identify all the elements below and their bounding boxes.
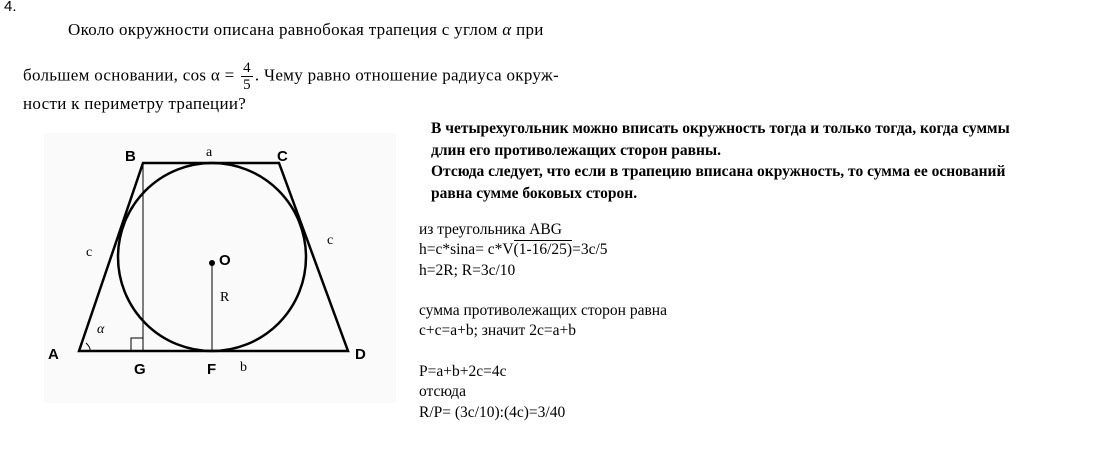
explanation-block	[431, 118, 1091, 204]
problem-line-3: ности к периметру трапеции?	[23, 94, 247, 113]
label-o-center: O	[219, 252, 231, 269]
problem-number: 4.	[4, 0, 17, 15]
problem-text-2-start: большем основании,	[23, 65, 179, 85]
label-r-radius: R	[220, 290, 230, 305]
solution-line-6: P=a+b+2c=4c	[419, 363, 507, 381]
label-f-point: F	[207, 361, 217, 378]
solution-block	[419, 220, 667, 423]
label-c-vertex: C	[277, 148, 288, 165]
label-g-point: G	[134, 361, 146, 378]
problem-text-1: Около окружности описана равнобокая трапеция с углом	[68, 20, 498, 39]
center-point	[209, 260, 215, 266]
alpha-symbol: α	[502, 20, 512, 39]
fraction-numerator: 4	[243, 60, 251, 76]
solution-line-5: c+c=a+b; значит 2c=a+b	[419, 322, 576, 340]
solution-line-1: из треугольника ABG	[419, 221, 562, 238]
label-c-left-side: c	[86, 245, 93, 260]
solution-line-3: h=2R; R=3c/10	[419, 261, 516, 279]
label-b-vertex: B	[125, 148, 136, 165]
label-a-base: a	[206, 145, 213, 160]
spacer	[419, 342, 667, 362]
problem-text-2-end: . Чему равно отношение радиуса окруж-	[254, 65, 559, 85]
trapezoid-shape	[79, 163, 348, 351]
spacer	[419, 281, 667, 301]
solution-line-8: R/P= (3c/10):(4c)=3/40	[419, 403, 566, 421]
label-b-base: b	[240, 360, 247, 375]
label-alpha-angle: α	[97, 322, 105, 337]
solution-line-2-pre: h=c*sina= c*V	[419, 241, 514, 259]
solution-line-4: сумма противолежащих сторон равна	[419, 302, 667, 320]
explanation-line-4: равна сумме боковых сторон.	[431, 184, 638, 202]
label-a-vertex: A	[48, 346, 59, 363]
cos-expression: cos α =	[182, 65, 235, 85]
right-angle-mark	[131, 338, 143, 351]
explanation-line-1: В четырехугольник можно вписать окружность тогда и только тогда, когда суммы	[431, 120, 1010, 137]
explanation-line-3: Отсюда следует, что если в трапецию вписана окружность, то сумма ее оснований	[431, 163, 1006, 180]
problem-text-1-end: при	[516, 20, 544, 39]
label-d-vertex: D	[355, 346, 366, 363]
label-c-right-side: c	[327, 233, 334, 248]
solution-line-2	[419, 240, 667, 260]
sqrt-overline-term: (1-16/25)	[513, 241, 573, 259]
solution-line-7: отсюда	[419, 383, 466, 401]
fraction-denominator: 5	[243, 77, 251, 93]
explanation-line-2: длин его противолежащих сторон равны.	[431, 141, 721, 159]
solution-line-2-post: =3c/5	[572, 241, 608, 259]
